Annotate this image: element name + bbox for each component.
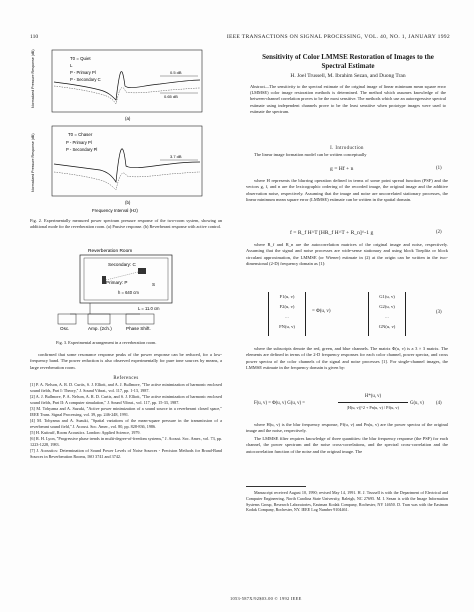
panel-a <box>31 49 202 121</box>
footnote <box>246 490 448 514</box>
intro-block-3 <box>246 242 448 269</box>
box-osc: Osc. <box>60 326 70 331</box>
figure-1-xlabel: Frequency Interval (Hz) <box>92 208 138 213</box>
equation-3-number: (3) <box>436 310 442 315</box>
page-number: 110 <box>30 34 39 40</box>
intro-block-1 <box>246 146 448 160</box>
intro-block-2 <box>246 178 448 205</box>
journal-header: IEEE TRANSACTIONS ON SIGNAL PROCESSING, VOL. 40, NO. 1, JANUARY 1992 <box>226 34 450 40</box>
left-body-text <box>30 352 222 372</box>
equation-4-number: (4) <box>436 401 442 406</box>
panel-a-annot-1: 0.5 dB <box>170 70 182 75</box>
figure-1-caption: Fig. 2. Experimentally measured power spectrum pressure response of the two-room system, showing an additional mode for the reverberation room. (a) Passive response. (b) Reverberant response with active control. <box>30 218 222 229</box>
label-l: L = 11.0 cm <box>138 306 160 311</box>
equation-4-denominator: |H(u, v)|^2 + Pn(u, v) / Pf(u, v) <box>347 405 399 410</box>
panel-a-legend-1: P - Primary Pl <box>70 70 96 75</box>
panel-a-legend-2: P - Secondary C <box>70 77 101 82</box>
references-heading: References <box>113 376 139 381</box>
intro-paragraph-4: where the subscripts denote the red, green, and blue channels. The matrix Φ(u, v) is a 3 × 3 matrix. The elements are defined in terms of the 2-D frequency responses for each color channel, power spectra, and cross power spectra of the color channels of the signal and noise processes [1]. For single-channel images, the LMMSE estimate in the frequency domain is given by: <box>246 346 448 371</box>
left-paragraph: confirmed that some resonance response peaks of the power response can be reduced, for a low-frequency band. The power reduction is also observed experimentally for pure tone sources by means, a large reverberation room. <box>30 352 222 370</box>
intro-paragraph-2: where H represents the blurring operation defined in terms of some point spread function (PSF) and the vectors g, f, and n are the lexicographic ordering of the recorded image, the original image and the additive observation noise, respectively. Assuming that the image and noise are uncorrelated stationary processes, the linear minimum mean square error (LMMSE) estimate can be written in the spatial domain. <box>246 178 448 203</box>
panel-b-ylabel: Normalized Pressure Response (dB) <box>31 133 35 192</box>
reference-item: [1] P. A. Nelson, A. R. D. Curtis, S. J. Elliott, and A. J. Bullmore, "The active minimization of harmonic enclosed sound fields, Part I: Theory," J. Sound Vibrat., vol. 117, pp. 1-13, 1987. <box>30 382 222 394</box>
equation-3-operator: = Φ(u, v) <box>312 309 331 314</box>
reference-item: [6] R. H. Lyon, "Progressive phase trends in multi-degree-of-freedom systems," J. Acoust. Soc. Amer., vol. 73, pp. 1223-1228, 1983. <box>30 436 222 448</box>
intro-paragraph-6: The LMMSE filter requires knowledge of three quantities: the blur frequency response (the PSF) for each channel, the power spectrum and the noise cross-correlations, and the spectral cross-correlation and the autocorrelation function of the noise and the original image. The <box>246 435 448 454</box>
panel-a-label: (a) <box>125 116 131 121</box>
panel-b-legend-2: P - Secondary Pl <box>66 147 98 152</box>
panel-a-line-label-2: L <box>70 63 73 68</box>
panel-b-label: (b) <box>125 200 131 205</box>
equation-2-number: (2) <box>436 230 442 235</box>
article-abstract: Abstract—The sensitivity to the spectral estimate of the original image of linear minimum mean square error (LMMSE) color image restoration methods is determined. The method which assumes knowledge of the between-channel correlation proves to be the most sensitive. The methods which use an autoregressive spectral estimate using independent channels prove to be the least sensitive when prototype images were used to estimate the spectrum. <box>250 84 446 114</box>
equation-2: f = R_f H^T [HR_f H^T + R_n]^-1 g <box>290 230 374 236</box>
label-primary: Primary: P <box>106 280 128 285</box>
intro-paragraph-3: where R_f and R_n are the autocorrelation matrices of the original image and noise, respectively. Assuming that the signal and noise processes are wide-sense stationary and using block Toeplitz or block circulant approximation, the LMMSE (or Wiener) estimate in (2) at the origin can be written in the two-dimensional (2-D) frequency domain as [1]: <box>246 242 448 267</box>
reference-item: [5] H. Kuttruff, Room Acoustics. London: Applied Science, 1979. <box>30 430 141 436</box>
label-s: S <box>152 282 156 287</box>
figure-2-title: Reverberation Room <box>88 249 133 254</box>
panel-b-annot-1: 3.7 dB <box>170 154 182 159</box>
equation-3-lhs: F1(u, v) F2(u, v) ... FN(u, v) <box>268 292 306 336</box>
figure-1-plots <box>30 46 222 216</box>
intro-block-4 <box>246 346 448 373</box>
panel-b <box>31 126 202 213</box>
references <box>30 376 222 460</box>
reference-item: [3] M. Tohyama and A. Suzuki, "Active power minimization of a sound source in a reverberant closed space," IEEE Trans. Signal Processing, vol. 39, pp. 246-248, 1991. <box>30 406 222 418</box>
equation-4-numerator: H*(u, v) <box>364 394 382 399</box>
reference-item: [7] J. Acoustics: Determination of Sound Power Levels of Noise Sources - Precision Methods for Broad-Band Sources in Reverberation Rooms, ISO 3741 and 3742. <box>30 448 222 460</box>
figure-2-caption: Fig. 3. Experimental arrangement in a reverberation room. <box>56 340 157 345</box>
panel-b-legend-1: P - Primary Pl <box>66 140 92 145</box>
figure-2-schematic <box>30 246 222 338</box>
intro-block-5 <box>246 422 448 456</box>
equation-3 <box>268 292 448 340</box>
page-footer: 1053-587X/92$03.00 © 1992 IEEE <box>230 596 302 601</box>
box-phase: Phase Shift. <box>126 326 151 331</box>
equation-4 <box>254 394 448 418</box>
reference-item: [2] A. J. Bullmore, P. A. Nelson, A. R. D. Curtis, and S. J. Elliott, "The active minimization of harmonic enclosed sound fields, Part II: A computer simulation," J. Sound Vibrat., vol. 117, pp. 15-33, 1987. <box>30 394 222 406</box>
article-authors: H. Joel Trussell, M. Ibrahim Sezan, and Duong Tran <box>290 73 406 79</box>
intro-paragraph-1: The linear image formation model can be written conceptually <box>254 152 367 158</box>
equation-1-number: (1) <box>436 166 442 171</box>
section-heading: I. Introduction <box>330 146 364 151</box>
panel-a-annot-2: 0.65 dB <box>164 94 178 99</box>
label-h: h = 640 cm <box>118 290 139 295</box>
equation-4-g: G(u, v) <box>410 401 424 406</box>
box-amp: Amp. (2ch.) <box>88 326 112 331</box>
panel-a-line-label-1: T0 = Quiet <box>70 56 91 61</box>
intro-paragraph-5: where H(u, v) is the blur frequency response, Pf(u, v) and Pn(u, v) are the power spectra of the original image and the noise, respectively. <box>246 422 448 434</box>
panel-b-line-label-1: T0 = Chaser <box>68 132 93 137</box>
equation-1: g = Hf + n <box>330 166 354 172</box>
reference-item: [4] M. Tohyama and A. Suzuki, "Spatial variations of the mean-square pressure in the transmission of a reverberant sound field," J. Acoust. Soc. Amer., vol. 80, pp. 828-836, 1986. <box>30 418 222 430</box>
label-secondary: Secondary: C <box>108 262 136 267</box>
article-title: Sensitivity of Color LMMSE Restoration of Images to the Spectral Estimate <box>262 53 434 70</box>
panel-a-ylabel: Normalized Pressure Response (dB) <box>31 49 35 108</box>
footnote-text: Manuscript received August 10, 1990; revised May 14, 1991. H. J. Trussell is with the Department of Electrical and Computer Engineering, North Carolina State University, Raleigh, NC 27695. M. I. Sezan is with the Image Information Systems Group, Research Laboratories, Eastman Kodak Company, Rochester, NY 14650. D. Tran was with the Eastman Kodak Company, Rochester, NY. IEEE Log Number 9104461. <box>246 490 448 513</box>
equation-4-lhs: F(u, v) = Φ(u, v) G(u, v) = <box>254 401 306 406</box>
equation-3-rhs: G1(u, v) G2(u, v) ... GN(u, v) <box>368 292 406 336</box>
